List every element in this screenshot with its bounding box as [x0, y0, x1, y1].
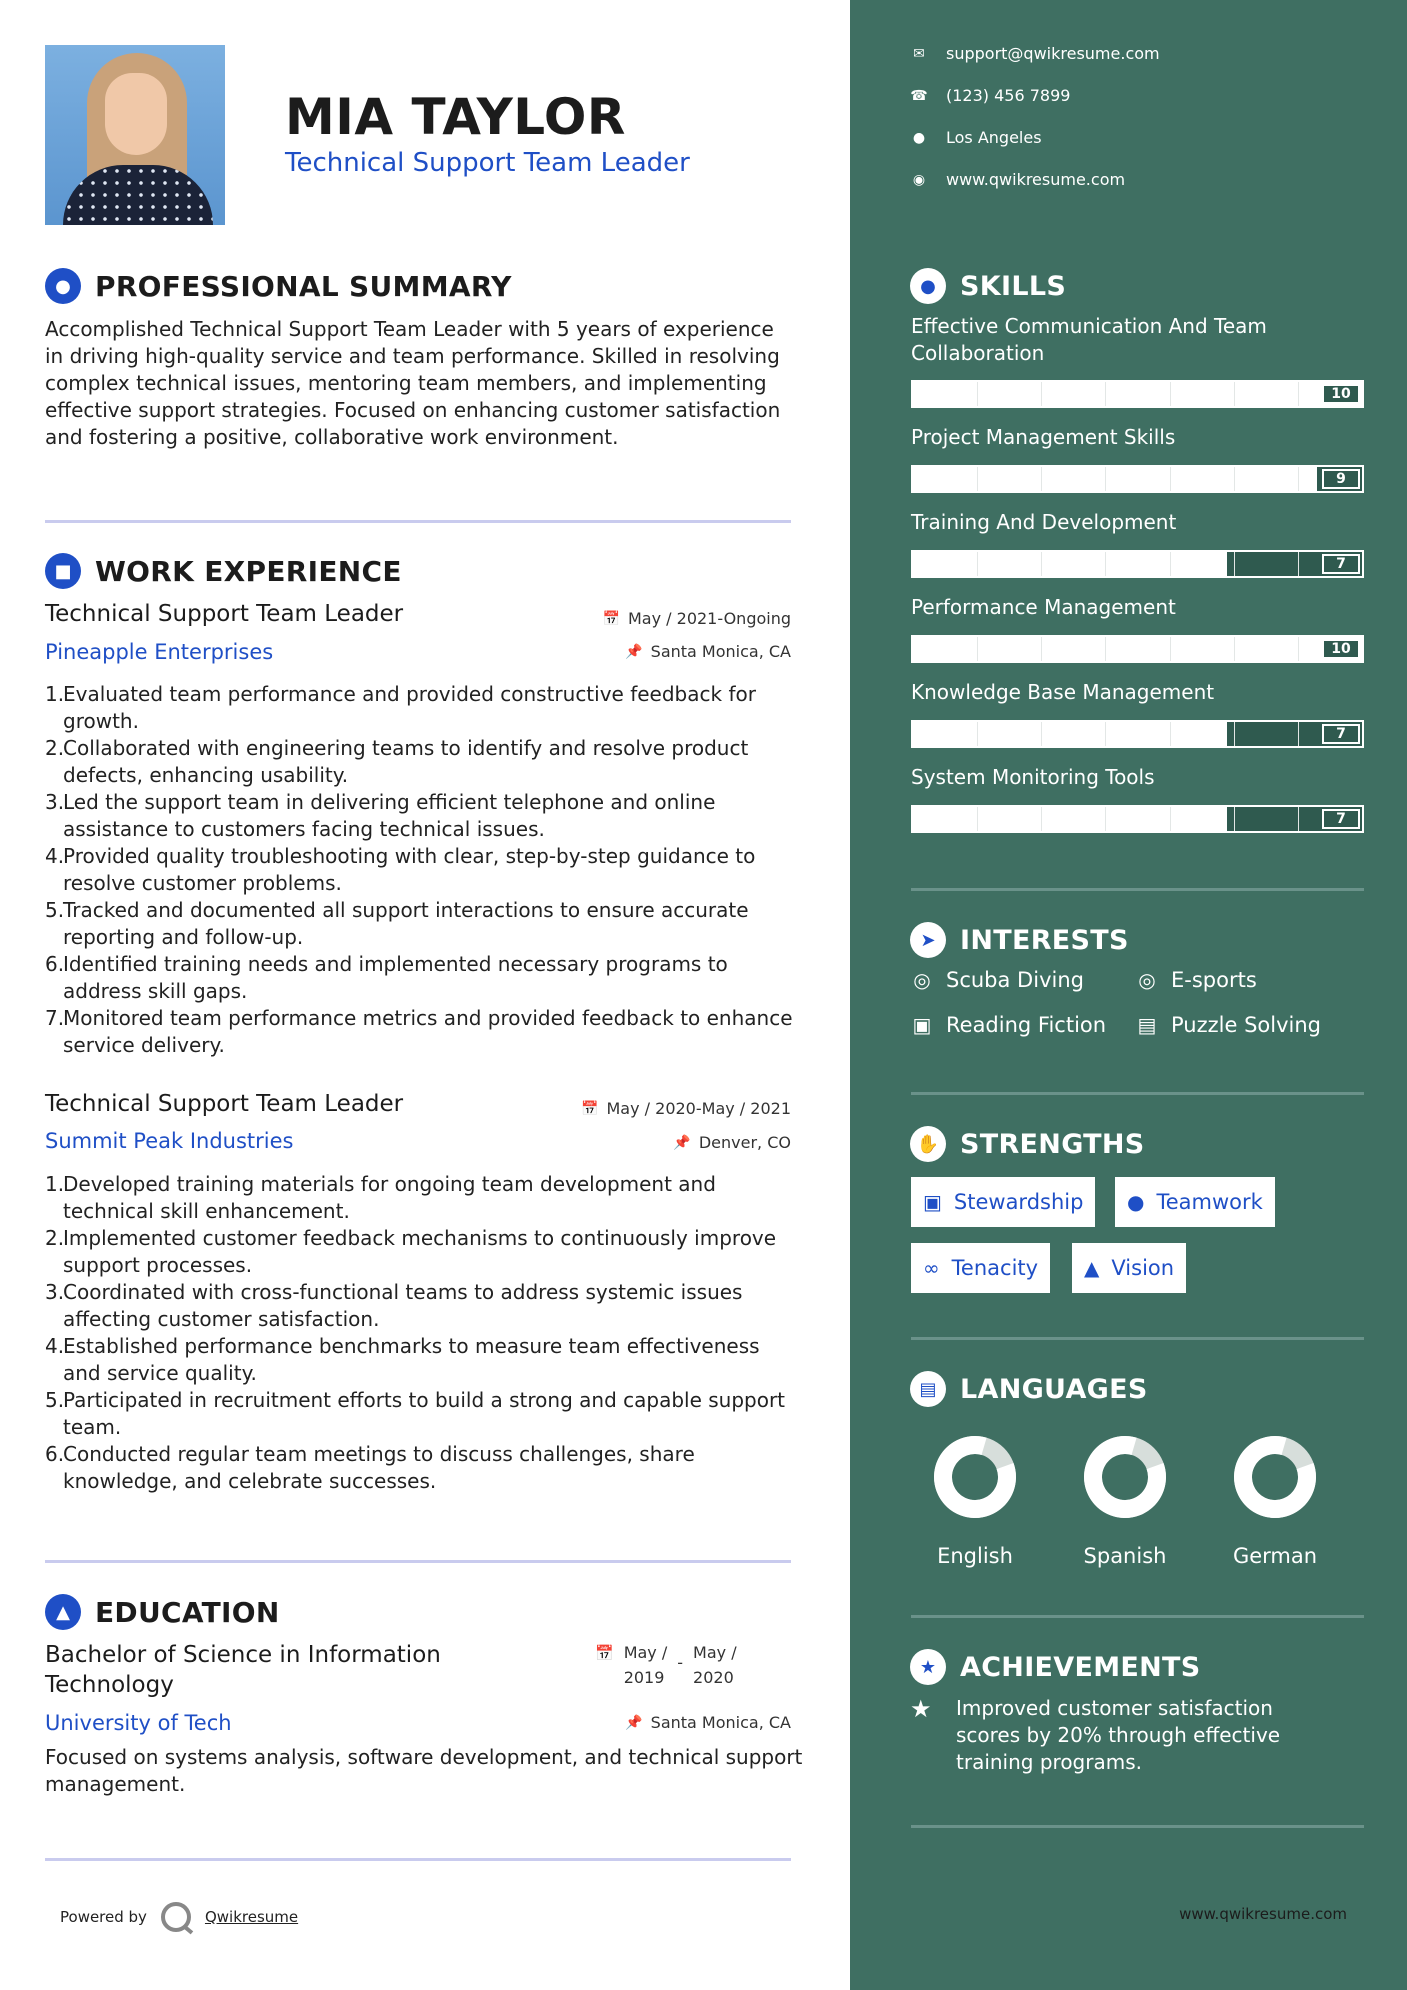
- strength-badge: [1072, 1243, 1186, 1293]
- star-icon: ★: [910, 1695, 932, 1723]
- contact-email-text: support@qwikresume.com: [946, 44, 1160, 63]
- skill-bar-segment: [1041, 637, 1042, 661]
- job-duties-list: [45, 681, 801, 1059]
- language-item: [910, 1434, 1040, 1568]
- sidebar-divider: [911, 1825, 1364, 1828]
- language-item: [1060, 1434, 1190, 1568]
- interest-label: Scuba Diving: [946, 968, 1084, 992]
- skill-bar-segment: [1298, 807, 1299, 831]
- location-icon: ●: [912, 129, 926, 146]
- skill-bar-segment: [1298, 552, 1299, 576]
- interest-item: [1135, 1013, 1321, 1037]
- sidebar-divider: [911, 1337, 1364, 1340]
- skill-bar-segment: [1105, 467, 1106, 491]
- skill-bar-segment: [1041, 467, 1042, 491]
- skill-level-fill: [913, 807, 1227, 831]
- job-title: Technical Support Team Leader: [45, 1091, 404, 1117]
- skill-bar-segment: [1170, 807, 1171, 831]
- paper-plane-icon: ➤: [910, 922, 946, 958]
- skill-level-fill: [913, 467, 1317, 491]
- qwikresume-logo-icon: [161, 1902, 191, 1932]
- duty-item: Tracked and documented all support interactions to ensure accurate reporting and follow-up.: [63, 898, 749, 949]
- skill-bar-segment: [1170, 552, 1171, 576]
- skills-heading: [910, 268, 1066, 304]
- skill-level-bar: [911, 720, 1364, 748]
- skill-bar-segment: [977, 467, 978, 491]
- skill-level-value: 7: [1322, 809, 1360, 829]
- summary-heading: [45, 268, 512, 304]
- language-label: English: [937, 1544, 1013, 1568]
- duty-item: Identified training needs and implemented necessary programs to address skill gaps.: [63, 952, 728, 1003]
- language-item: [1210, 1434, 1340, 1568]
- strength-label: Teamwork: [1156, 1190, 1263, 1214]
- skill-name: System Monitoring Tools: [911, 765, 1155, 789]
- globe-icon: ◉: [912, 171, 926, 188]
- interests-title: INTERESTS: [960, 924, 1129, 956]
- job-title: Technical Support Team Leader: [45, 601, 404, 627]
- skill-bar-segment: [1234, 637, 1235, 661]
- interest-label: Reading Fiction: [946, 1013, 1107, 1037]
- phone-icon: ☎: [910, 87, 928, 104]
- candidate-role: Technical Support Team Leader: [285, 148, 690, 178]
- edu-start-line2: 2019: [623, 1668, 665, 1687]
- skill-bar-segment: [1105, 382, 1106, 406]
- skill-level-fill: [913, 722, 1227, 746]
- user-icon: ●: [45, 268, 81, 304]
- skill-level-value: 7: [1322, 554, 1360, 574]
- skill-level-value: 10: [1322, 639, 1360, 659]
- duty-item: Collaborated with engineering teams to identify and resolve product defects, enhancing usability.: [63, 736, 749, 787]
- strengths-heading: [910, 1126, 1145, 1162]
- interest-label: Puzzle Solving: [1171, 1013, 1321, 1037]
- skill-bar-segment: [1105, 722, 1106, 746]
- pin-icon: 📌: [673, 1134, 691, 1151]
- achievements-heading: [910, 1649, 1201, 1685]
- job-dates-text: May / 2021-Ongoing: [628, 609, 791, 628]
- interest-item: [1135, 968, 1257, 992]
- powered-by-text: Powered by: [60, 1908, 147, 1926]
- skill-bar-segment: [977, 637, 978, 661]
- skill-level-fill: [913, 382, 1362, 406]
- languages-title: LANGUAGES: [960, 1373, 1148, 1405]
- education-heading: [45, 1594, 280, 1630]
- interest-item: [910, 1013, 1106, 1037]
- skill-level-bar: [911, 465, 1364, 493]
- job-location-text: Santa Monica, CA: [650, 642, 791, 661]
- skill-bar-segment: [977, 382, 978, 406]
- job-company: Summit Peak Industries: [45, 1129, 294, 1153]
- calendar-icon: 📅: [602, 610, 620, 627]
- candidate-name: MIA TAYLOR: [285, 88, 626, 146]
- job-duties-list: [45, 1171, 801, 1495]
- summary-title: PROFESSIONAL SUMMARY: [95, 269, 512, 303]
- calendar-icon: 📅: [581, 1100, 599, 1117]
- language-donut: [932, 1434, 1018, 1520]
- skill-bar-segment: [977, 722, 978, 746]
- skill-bar-segment: [1298, 382, 1299, 406]
- job-dates: [603, 609, 791, 628]
- skill-level-value: 9: [1322, 469, 1360, 489]
- sidebar-divider: [911, 888, 1364, 891]
- duty-item: Participated in recruitment efforts to build a strong and capable support team.: [63, 1388, 786, 1439]
- graduate-icon: ▲: [45, 1594, 81, 1630]
- edu-end-line2: 2020: [693, 1668, 734, 1687]
- skill-level-value: 7: [1322, 724, 1360, 744]
- education-description: Focused on systems analysis, software development, and technical support management.: [45, 1745, 803, 1796]
- sidebar-column: [850, 0, 1407, 1990]
- skill-bar-segment: [1234, 807, 1235, 831]
- skill-bar-segment: [1041, 552, 1042, 576]
- lifebuoy-icon: ◎: [913, 968, 931, 992]
- strength-badge: [911, 1243, 1050, 1293]
- binoculars-icon: ▲: [1084, 1256, 1100, 1280]
- lightbulb-icon: ●: [910, 268, 946, 304]
- degree-title: Bachelor of Science in Information Technology: [45, 1642, 441, 1698]
- duty-item: Monitored team performance metrics and provided feedback to enhance service delivery.: [63, 1006, 793, 1057]
- chair-icon: ■: [45, 553, 81, 589]
- section-divider: [45, 520, 791, 523]
- mail-icon: ✉: [913, 45, 925, 62]
- skill-bar-segment: [1298, 637, 1299, 661]
- section-divider: [45, 1858, 791, 1861]
- skill-bar-segment: [1234, 382, 1235, 406]
- skill-level-fill: [913, 637, 1362, 661]
- profile-photo: [45, 45, 225, 225]
- languages-heading: [910, 1371, 1148, 1407]
- duty-item: Evaluated team performance and provided constructive feedback for growth.: [63, 682, 756, 733]
- job-location: [673, 1133, 791, 1152]
- contact-phone: [910, 86, 1070, 105]
- strengths-title: STRENGTHS: [960, 1128, 1145, 1160]
- sidebar-divider: [911, 1092, 1364, 1095]
- language-label: Spanish: [1083, 1544, 1167, 1568]
- duty-item: Implemented customer feedback mechanisms to continuously improve support processes.: [63, 1226, 777, 1277]
- hand-icon: ✋: [910, 1126, 946, 1162]
- job-dates: [581, 1099, 791, 1118]
- education-location: [625, 1713, 791, 1732]
- skill-bar-segment: [1041, 807, 1042, 831]
- skill-name: Training And Development: [911, 510, 1177, 534]
- skill-bar-segment: [1234, 467, 1235, 491]
- lifebuoy-icon: ◎: [1138, 968, 1156, 992]
- language-icon: ▤: [910, 1371, 946, 1407]
- job-dates-text: May / 2020-May / 2021: [606, 1099, 791, 1118]
- skill-level-value: 10: [1322, 384, 1360, 404]
- skill-bar-segment: [977, 807, 978, 831]
- duty-item: Coordinated with cross-functional teams to address systemic issues affecting customer satisfaction.: [63, 1280, 743, 1331]
- duty-item: Developed training materials for ongoing team development and technical skill enhancement.: [63, 1172, 716, 1223]
- duty-item: Led the support team in delivering efficient telephone and online assistance to customers facing technical issues.: [63, 790, 716, 841]
- qwikresume-link[interactable]: Qwikresume: [204, 1908, 299, 1926]
- strength-label: Stewardship: [953, 1190, 1084, 1214]
- calendar-icon: 📅: [595, 1644, 614, 1662]
- contact-email[interactable]: [910, 44, 1160, 63]
- section-divider: [45, 1560, 791, 1563]
- skill-name: Project Management Skills: [911, 425, 1176, 449]
- education-dates: [595, 1640, 737, 1690]
- duty-item: Conducted regular team meetings to discuss challenges, share knowledge, and celebrate successes.: [63, 1442, 695, 1493]
- strength-label: Vision: [1111, 1256, 1175, 1280]
- interests-heading: [910, 922, 1129, 958]
- skill-bar-segment: [1041, 722, 1042, 746]
- achievement-text: Improved customer satisfaction scores by 20% through effective training programs.: [956, 1696, 1281, 1774]
- duty-item: Established performance benchmarks to measure team effectiveness and service quality.: [63, 1334, 760, 1385]
- contact-website-text: www.qwikresume.com: [946, 170, 1126, 189]
- pin-icon: 📌: [625, 643, 643, 660]
- contact-phone-text: (123) 456 7899: [946, 86, 1071, 105]
- link-icon: ∞: [923, 1256, 940, 1280]
- achievements-title: ACHIEVEMENTS: [960, 1651, 1201, 1683]
- book-icon: ▤: [1137, 1013, 1157, 1037]
- strength-badge: [1115, 1177, 1275, 1227]
- job-location: [625, 642, 791, 661]
- skill-bar-segment: [1105, 637, 1106, 661]
- skill-name: Performance Management: [911, 595, 1176, 619]
- skill-bar-segment: [977, 552, 978, 576]
- strength-label: Tenacity: [951, 1256, 1039, 1280]
- skill-bar-segment: [1234, 552, 1235, 576]
- footer-powered: [60, 1902, 298, 1932]
- education-location-text: Santa Monica, CA: [650, 1713, 791, 1732]
- skill-bar-segment: [1105, 807, 1106, 831]
- experience-heading: [45, 553, 402, 589]
- skill-level-bar: [911, 550, 1364, 578]
- education-title: EDUCATION: [95, 1595, 280, 1629]
- skill-name: Knowledge Base Management: [911, 680, 1215, 704]
- skill-level-bar: [911, 805, 1364, 833]
- footer-website[interactable]: www.qwikresume.com: [1179, 1905, 1347, 1923]
- skill-bar-segment: [1298, 467, 1299, 491]
- interest-label: E-sports: [1171, 968, 1257, 992]
- achievement-item: [910, 1695, 1316, 1776]
- edu-date-separator: -: [677, 1653, 684, 1672]
- skill-bar-segment: [1041, 382, 1042, 406]
- briefcase-icon: ▣: [923, 1190, 942, 1214]
- medal-icon: ★: [910, 1649, 946, 1685]
- contact-location: [910, 128, 1042, 147]
- skill-level-bar: [911, 380, 1364, 408]
- skill-bar-segment: [1170, 722, 1171, 746]
- summary-text: Accomplished Technical Support Team Leader with 5 years of experience in driving high-quality service and team performance. Skilled in resolving complex technical issues, mentoring team members, and implementing effective support strategies. Focused on enhancing customer satisfaction and fostering a positive, collaborative work environment.: [45, 317, 781, 449]
- skill-bar-segment: [1170, 637, 1171, 661]
- language-donut: [1232, 1434, 1318, 1520]
- skill-level-bar: [911, 635, 1364, 663]
- school-name: University of Tech: [45, 1711, 232, 1735]
- edu-start-line1: May /: [623, 1643, 668, 1662]
- skill-bar-segment: [1105, 552, 1106, 576]
- skill-level-fill: [913, 552, 1227, 576]
- job-location-text: Denver, CO: [698, 1133, 791, 1152]
- contact-website[interactable]: [910, 170, 1125, 189]
- language-label: German: [1232, 1544, 1318, 1568]
- language-donut: [1082, 1434, 1168, 1520]
- skill-bar-segment: [1234, 722, 1235, 746]
- skill-bar-segment: [1170, 467, 1171, 491]
- experience-title: WORK EXPERIENCE: [95, 554, 402, 588]
- duty-item: Provided quality troubleshooting with clear, step-by-step guidance to resolve customer problems.: [63, 844, 756, 895]
- skills-title: SKILLS: [960, 270, 1067, 302]
- skill-bar-segment: [1298, 722, 1299, 746]
- strength-badge: [911, 1177, 1095, 1227]
- sidebar-divider: [911, 1615, 1364, 1618]
- job-company: Pineapple Enterprises: [45, 640, 274, 664]
- gamepad-icon: ▣: [912, 1013, 932, 1037]
- contact-location-text: Los Angeles: [946, 128, 1042, 147]
- pin-icon: 📌: [625, 1714, 643, 1731]
- skill-bar-segment: [1170, 382, 1171, 406]
- edu-end-line1: May /: [693, 1643, 737, 1662]
- interest-item: [910, 968, 1084, 992]
- users-icon: ●: [1127, 1190, 1145, 1214]
- skill-name: Effective Communication And Team Collaboration: [911, 314, 1267, 365]
